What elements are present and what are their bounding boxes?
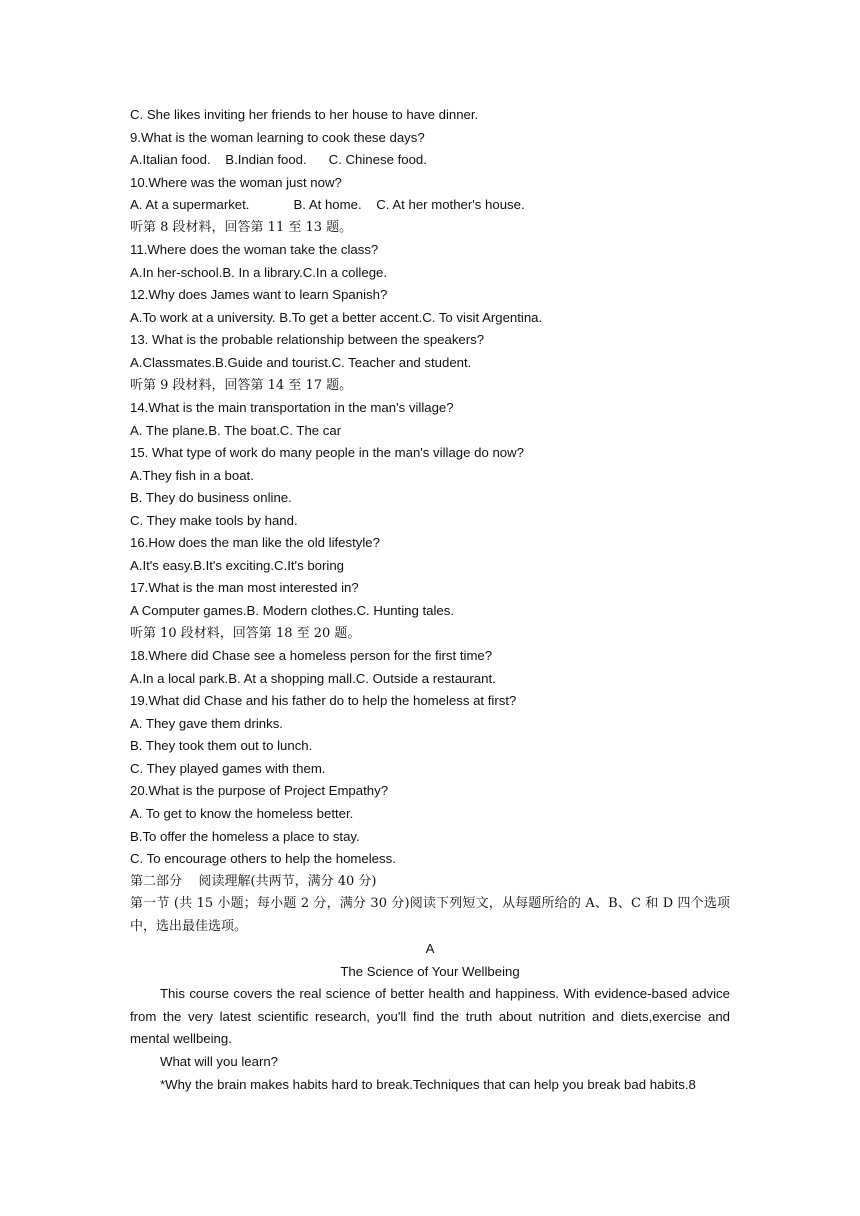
text-line: A.To work at a university. B.To get a better accent.C. To visit Argentina. <box>130 309 543 325</box>
text-line: B. They took them out to lunch. <box>130 738 313 754</box>
passage-paragraph: This course covers the real science of better health and happiness. With evidence-based advice from the very latest scientific research, you'll find the truth about nutrition and diets,exercise and mental wellbeing. <box>130 986 730 1047</box>
text-line: A. They gave them drinks. <box>130 715 283 731</box>
text-line: B.To offer the homeless a place to stay. <box>130 828 360 844</box>
text-line: A. At a supermarket. B. At home. C. At her mother's house. <box>130 197 525 213</box>
learn-bullet: *Why the brain makes habits hard to break.Techniques that can help you break bad habits.8 <box>160 1076 696 1092</box>
text-line: 20.What is the purpose of Project Empathy? <box>130 783 389 799</box>
text-line: 9.What is the woman learning to cook these days? <box>130 129 425 145</box>
text-line: A.They fish in a boat. <box>130 467 254 483</box>
text-line: A. The plane.B. The boat.C. The car <box>130 422 342 438</box>
text-line: B. They do business online. <box>130 490 292 506</box>
learn-heading: What will you learn? <box>160 1053 279 1069</box>
text-line: C. To encourage others to help the homeless. <box>130 851 396 867</box>
document-page <box>130 104 730 1096</box>
text-line: A. To get to know the homeless better. <box>130 805 354 821</box>
passage-letter: A <box>425 941 435 957</box>
text-line: 听第 8 段材料，回答第 11 至 13 题。 <box>130 219 353 235</box>
text-line: A.In her-school.B. In a library.C.In a college. <box>130 264 388 280</box>
text-line: 11.Where does the woman take the class? <box>130 242 379 258</box>
text-line: 10.Where was the woman just now? <box>130 174 342 190</box>
text-line: C. She likes inviting her friends to her house to have dinner. <box>130 107 479 122</box>
text-line: C. They make tools by hand. <box>130 512 298 528</box>
text-line: 17.What is the man most interested in? <box>130 580 359 596</box>
text-line: 15. What type of work do many people in the man's village do now? <box>130 445 524 461</box>
text-line: 听第 9 段材料，回答第 14 至 17 题。 <box>130 377 353 393</box>
text-line: 18.Where did Chase see a homeless person for the first time? <box>130 648 493 664</box>
text-line: 19.What did Chase and his father do to help the homeless at first? <box>130 693 517 709</box>
text-line: 16.How does the man like the old lifestyle? <box>130 535 380 551</box>
text-line: 听第 10 段材料，回答第 18 至 20 题。 <box>130 625 361 641</box>
text-line: A Computer games.B. Modern clothes.C. Hunting tales. <box>130 603 454 619</box>
text-line: A.Classmates.B.Guide and tourist.C. Teacher and student. <box>130 355 472 371</box>
text-line: 12.Why does James want to learn Spanish? <box>130 287 388 303</box>
text-line: 14.What is the main transportation in the man's village? <box>130 400 454 416</box>
text-line: C. They played games with them. <box>130 760 326 776</box>
question-lines <box>130 104 730 893</box>
section-one-instructions: 第一节 (共 15 小题；每小题 2 分，满分 30 分)阅读下列短文，从每题所给的 A、B、C 和 D 四个选项中，选出最佳选项。 <box>130 896 730 934</box>
text-line: A.It's easy.B.It's exciting.C.It's boring <box>130 557 344 573</box>
text-line: 第二部分 阅读理解(共两节，满分 40 分) <box>130 873 377 889</box>
text-line: A.In a local park.B. At a shopping mall.C. Outside a restaurant. <box>130 670 496 686</box>
text-line: A.Italian food. B.Indian food. C. Chinese food. <box>130 152 427 168</box>
passage-title: The Science of Your Wellbeing <box>340 963 520 979</box>
text-line: 13. What is the probable relationship between the speakers? <box>130 332 485 348</box>
